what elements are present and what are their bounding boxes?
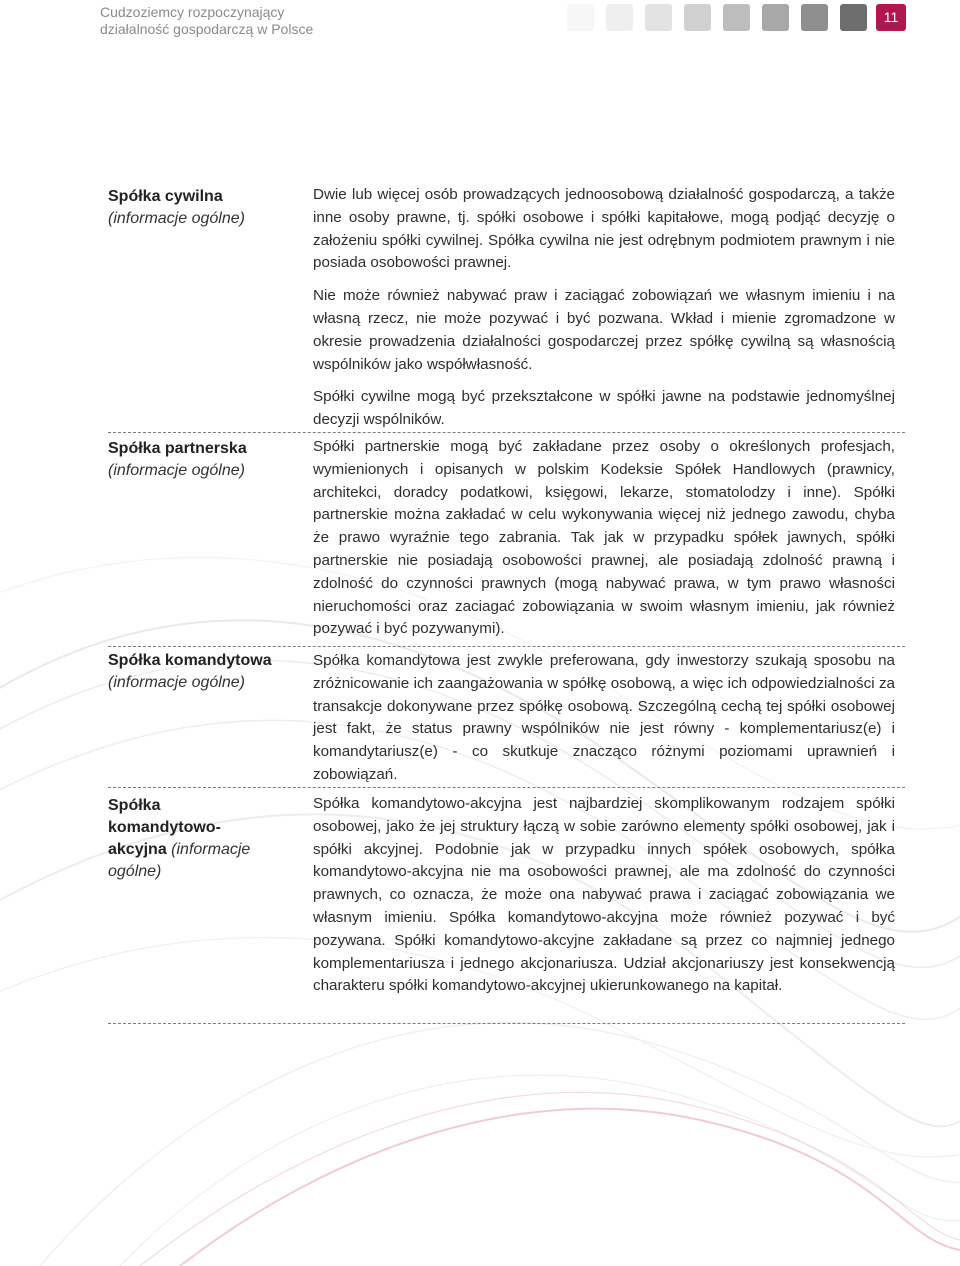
section-subtitle-part2: ogólne) (108, 863, 162, 880)
section-heading-cywilna (108, 186, 288, 230)
header-title-line1: Cudzoziemcy rozpoczynający (100, 4, 285, 20)
paragraph: Nie może również nabywać praw i zaciągać zobowiązań we własnym imieniu i na własną rzecz, nie może pozywać i być pozwana. Wkład i mienie zgromadzone w okresie prowadzenia działalności gospodarczej przez spółkę cywilną są własnością wspólników jako współwłasność. (313, 287, 895, 373)
swatch-4 (684, 4, 711, 31)
swatch-3 (645, 4, 672, 31)
section-body-komandytowa (313, 650, 895, 797)
section-heading-ska (108, 795, 258, 883)
section-body-partnerska (313, 436, 895, 651)
section-title: Spółka cywilna (108, 188, 223, 205)
paragraph: Spółka komandytowo-akcyjna jest najbardziej skomplikowanym rodzajem spółki osobowej, jako że jej struktury łączą w sobie zarówno elementy spółki osobowej, jak i spółki akcyjnej. Podobnie jak w przypadku innych spółek osobowych, spółka komandytowo-akcyjna nie ma osobowości prawnej, ale ma zdolność do czynności prawnych, co oznacza, że może ona nabywać prawa i zaciągać zobowiązania we własnym imieniu. Spółka komandytowo-akcyjna może również pozywać i być pozywana. Spółki komandytowo-akcyjne zakładane są przez co najmniej jednego komplementariusza i jednego akcjonariusza. Udział akcjonariuszy jest konsekwencją charakteru spółki komandytowo-akcyjnej ukierunkowanego na kapitał. (313, 795, 895, 995)
section-subtitle: (informacje ogólne) (108, 210, 245, 227)
section-divider (108, 787, 905, 788)
section-subtitle-part1: (informacje (171, 841, 251, 858)
paragraph: Dwie lub więcej osób prowadzących jednoosobową działalność gospodarczą, a także inne osoby prawne, tj. spółki osobowe i spółki kapitałowe, mogą podjąć decyzję o założeniu spółki cywilnej. Spółka cywilna nie jest odrębnym podmiotem prawnym i nie posiada osobowości prawnej. (313, 186, 895, 272)
swatch-6 (762, 4, 789, 31)
paragraph: Spółki cywilne mogą być przekształcone w spółki jawne na podstawie jednomyślnej decyzji wspólników. (313, 388, 895, 429)
section-body-cywilna (313, 184, 895, 442)
swatch-8 (840, 4, 867, 31)
section-heading-komandytowa (108, 650, 288, 694)
document-header-title (100, 4, 313, 38)
section-title: Spółka partnerska (108, 440, 247, 457)
section-divider (108, 1023, 905, 1024)
swatch-2 (606, 4, 633, 31)
section-title-line2: akcyjna (108, 841, 167, 858)
swatch-1 (567, 4, 594, 31)
section-heading-partnerska (108, 438, 288, 482)
section-body-ska (313, 793, 895, 1008)
swatch-7 (801, 4, 828, 31)
section-divider (108, 646, 905, 647)
section-subtitle: (informacje ogólne) (108, 674, 245, 691)
section-divider (108, 432, 905, 433)
section-title: Spółka komandytowa (108, 652, 272, 669)
section-subtitle: (informacje ogólne) (108, 462, 245, 479)
swatch-5 (723, 4, 750, 31)
section-title-line1: Spółka komandytowo- (108, 797, 221, 836)
paragraph: Spółka komandytowa jest zwykle preferowana, gdy inwestorzy szukają sposobu na zróżnicowanie ich zaangażowania w spółkę osobową, a więc ich odpowiedzialności za transakcje dokonywane przez spółkę osobową. Szczególną cechą tej spółki osobowej jest fakt, że status prawny wspólników nie jest równy - komplementariusz(e) i komandytariusz(e) - co skutkuje znacząco różnymi poziomami uprawnień i zobowiązań. (313, 652, 895, 783)
header-title-line2: działalność gospodarczą w Polsce (100, 21, 314, 37)
paragraph: Spółki partnerskie mogą być zakładane przez osoby o określonych profesjach, wymienionych i opisanych w polskim Kodeksie Spółek Handlowych (prawnicy, architekci, doradcy podatkowi, księgowi, lekarze, stomatolodzy i inne). Spółki partnerskie można zakładać w celu wykonywania więcej niż jednego zawodu, chyba że prawo wyraźnie tego zabrania. Tak jak w przypadku spółek jawnych, spółki partnerskie nie posiadają osobowości prawnej, ale posiadają zdolność prawną i zdolność do czynności prawnych (mogą nabywać prawa, w tym prawo własności nieruchomości oraz zaciagać zobowiązania w swoim własnym imieniu, jak również pozywać i być pozywanymi). (313, 438, 895, 638)
page-number-badge: 11 (876, 4, 906, 31)
